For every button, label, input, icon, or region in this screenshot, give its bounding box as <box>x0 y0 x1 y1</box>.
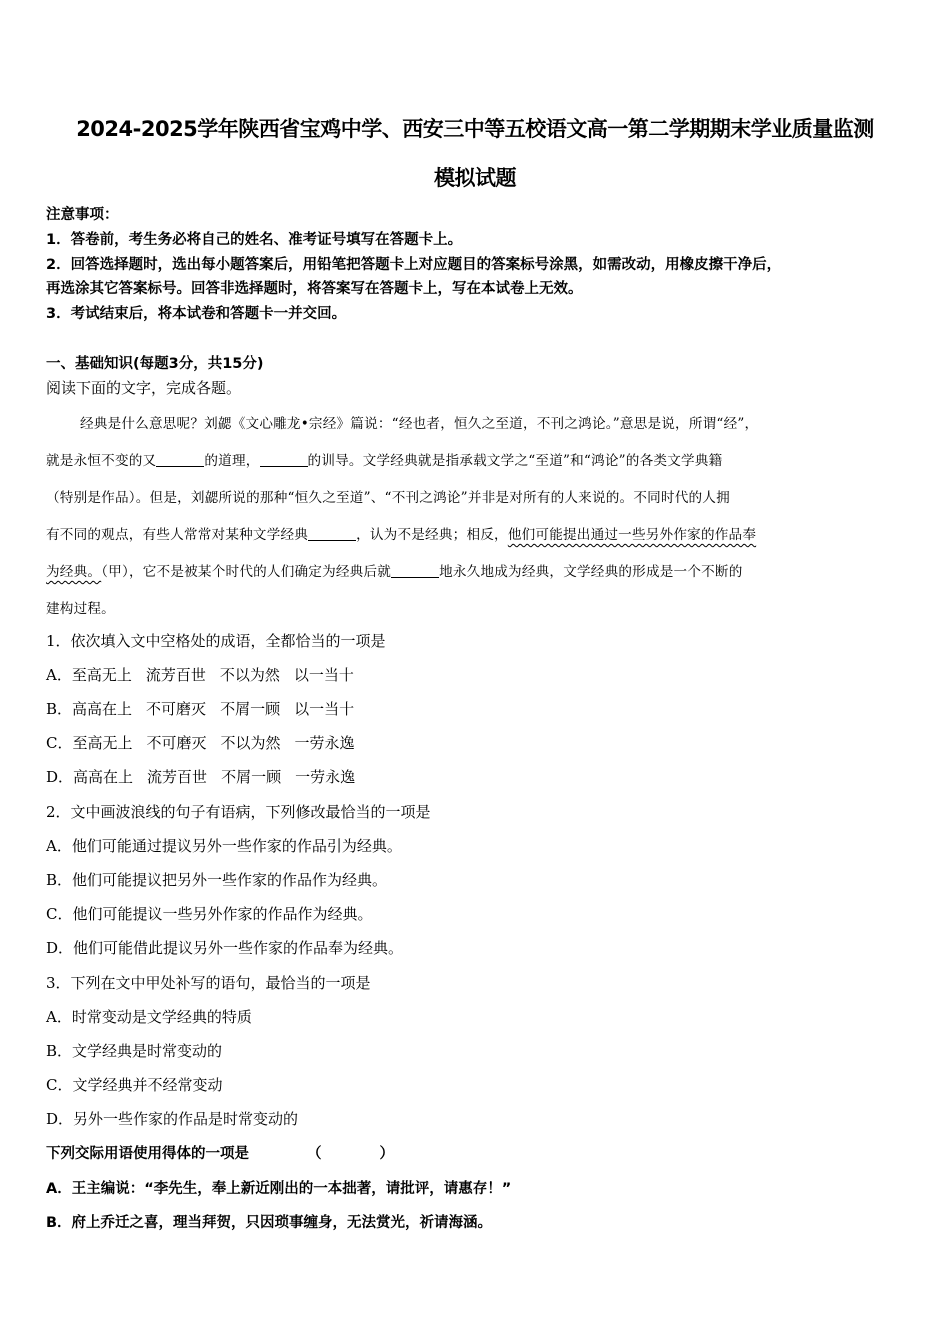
passage-text: 的训导。文学经典就是指承载文学之“至道”和“鸿论”的各类文学典籍 <box>307 453 723 469</box>
exam-title-line1: 2024-2025学年陕西省宝鸡中学、西安三中等五校语文高一第二学期期末学业质量监测 <box>76 117 874 141</box>
option-word: 不以为然 <box>220 734 281 752</box>
notice-item-1: 1．答卷前，考生务必将自己的姓名、准考证号填写在答题卡上。 <box>46 232 463 248</box>
option-label: D． <box>46 768 74 786</box>
notice-item-2b: 再选涂其它答案标号。回答非选择题时，将答案写在答题卡上，写在本试卷上无效。 <box>46 281 583 297</box>
fill-blank-2 <box>260 452 308 467</box>
q3-option-c: C．文学经典并不经常变动 <box>46 1076 223 1094</box>
notice-item-2a: 2．回答选择题时，选出每小题答案后，用铅笔把答题卡上对应题目的答案标号涂黑，如需改动，用橡皮擦干净后， <box>46 257 782 273</box>
fill-blank-3 <box>308 526 356 541</box>
option-word: 一劳永逸 <box>295 768 356 786</box>
option-word: 不屑一顾 <box>221 768 282 786</box>
option-label: C． <box>46 734 73 752</box>
option-word: 高高在上 <box>72 700 133 718</box>
passage-line-1: 经典是什么意思呢？刘勰《文心雕龙•宗经》篇说：“经也者，恒久之至道，不刊之鸿论。”意思是说，所谓“经”， <box>80 416 759 432</box>
q4-option-b: B．府上乔迁之喜，理当拜贺，只因琐事缠身，无法赏光，祈请海涵。 <box>46 1215 493 1231</box>
option-word: 不屑一顾 <box>220 700 281 718</box>
option-word: 至高无上 <box>71 666 132 684</box>
section-1-instruction: 阅读下面的文字，完成各题。 <box>46 379 242 397</box>
passage-text: 有不同的观点，有些人常常对某种文学经典 <box>46 527 309 543</box>
q2-option-b: B．他们可能提议把另外一些作家的作品作为经典。 <box>46 871 388 889</box>
q3-option-d: D．另外一些作家的作品是时常变动的 <box>46 1110 299 1128</box>
notice-heading: 注意事项： <box>46 207 119 223</box>
wavy-underlined-sentence: 他们可能提出通过一些另外作家的作品奉 <box>507 527 757 543</box>
answer-parentheses: （ ） <box>307 1146 394 1162</box>
option-word: 不可磨灭 <box>146 700 207 718</box>
q1-option-b <box>46 698 354 719</box>
section-1-heading: 一、基础知识(每题3分，共15分) <box>46 356 264 372</box>
q4-stem-text: 下列交际用语使用得体的一项是 <box>46 1146 249 1162</box>
fill-blank-1 <box>156 452 204 467</box>
option-word: 以一当十 <box>293 666 354 684</box>
option-word: 一劳永逸 <box>294 734 355 752</box>
option-word: 流芳百世 <box>145 666 206 684</box>
q3-option-a: A．时常变动是文学经典的特质 <box>46 1008 252 1026</box>
option-word: 高高在上 <box>73 768 134 786</box>
passage-line-3: （特别是作品）。但是，刘勰所说的那种“恒久之至道”、“不刊之鸿论”并非是对所有的人来说的。不同时代的人拥 <box>46 490 730 506</box>
q4-stem <box>46 1142 394 1163</box>
passage-text: （甲），它不是被某个时代的人们确定为经典后就 <box>101 564 392 580</box>
q4-option-a: A．王主编说：“李先生，奉上新近刚出的一本拙著，请批评，请惠存！” <box>46 1181 512 1197</box>
passage-text: 地永久地成为经典，文学经典的形成是一个不断的 <box>439 564 743 580</box>
option-word: 至高无上 <box>72 734 133 752</box>
q3-stem: 3．下列在文中甲处补写的语句，最恰当的一项是 <box>46 974 371 992</box>
option-word: 以一当十 <box>294 700 355 718</box>
passage-text: 就是永恒不变的又 <box>46 453 157 469</box>
fill-blank-4 <box>391 563 439 578</box>
q1-option-d <box>46 766 355 787</box>
option-label: A． <box>46 666 72 684</box>
q2-option-c: C．他们可能提议一些另外作家的作品作为经典。 <box>46 905 373 923</box>
passage-text: ，认为不是经典；相反， <box>356 527 508 543</box>
option-word: 不可磨灭 <box>146 734 207 752</box>
notice-item-3: 3．考试结束后，将本试卷和答题卡一并交回。 <box>46 306 347 322</box>
passage-text: 的道理， <box>204 453 260 469</box>
q2-option-d: D．他们可能借此提议另外一些作家的作品奉为经典。 <box>46 939 404 957</box>
wavy-underlined-sentence-end: 为经典。 <box>46 564 102 580</box>
passage-line-5 <box>46 560 912 580</box>
option-word: 不以为然 <box>219 666 280 684</box>
passage-line-4 <box>46 523 912 543</box>
option-word: 流芳百世 <box>147 768 208 786</box>
passage-line-2 <box>46 449 912 469</box>
q2-stem: 2．文中画波浪线的句子有语病，下列修改最恰当的一项是 <box>46 803 431 821</box>
q1-stem: 1．依次填入文中空格处的成语，全都恰当的一项是 <box>46 632 386 650</box>
q1-option-a <box>46 664 354 685</box>
q3-option-b: B．文学经典是时常变动的 <box>46 1042 223 1060</box>
passage-line-6: 建构过程。 <box>46 601 115 617</box>
option-label: B． <box>46 700 73 718</box>
q2-option-a: A．他们可能通过提议另外一些作家的作品引为经典。 <box>46 837 402 855</box>
q1-option-c <box>46 732 355 753</box>
exam-title-line2: 模拟试题 <box>434 166 516 190</box>
